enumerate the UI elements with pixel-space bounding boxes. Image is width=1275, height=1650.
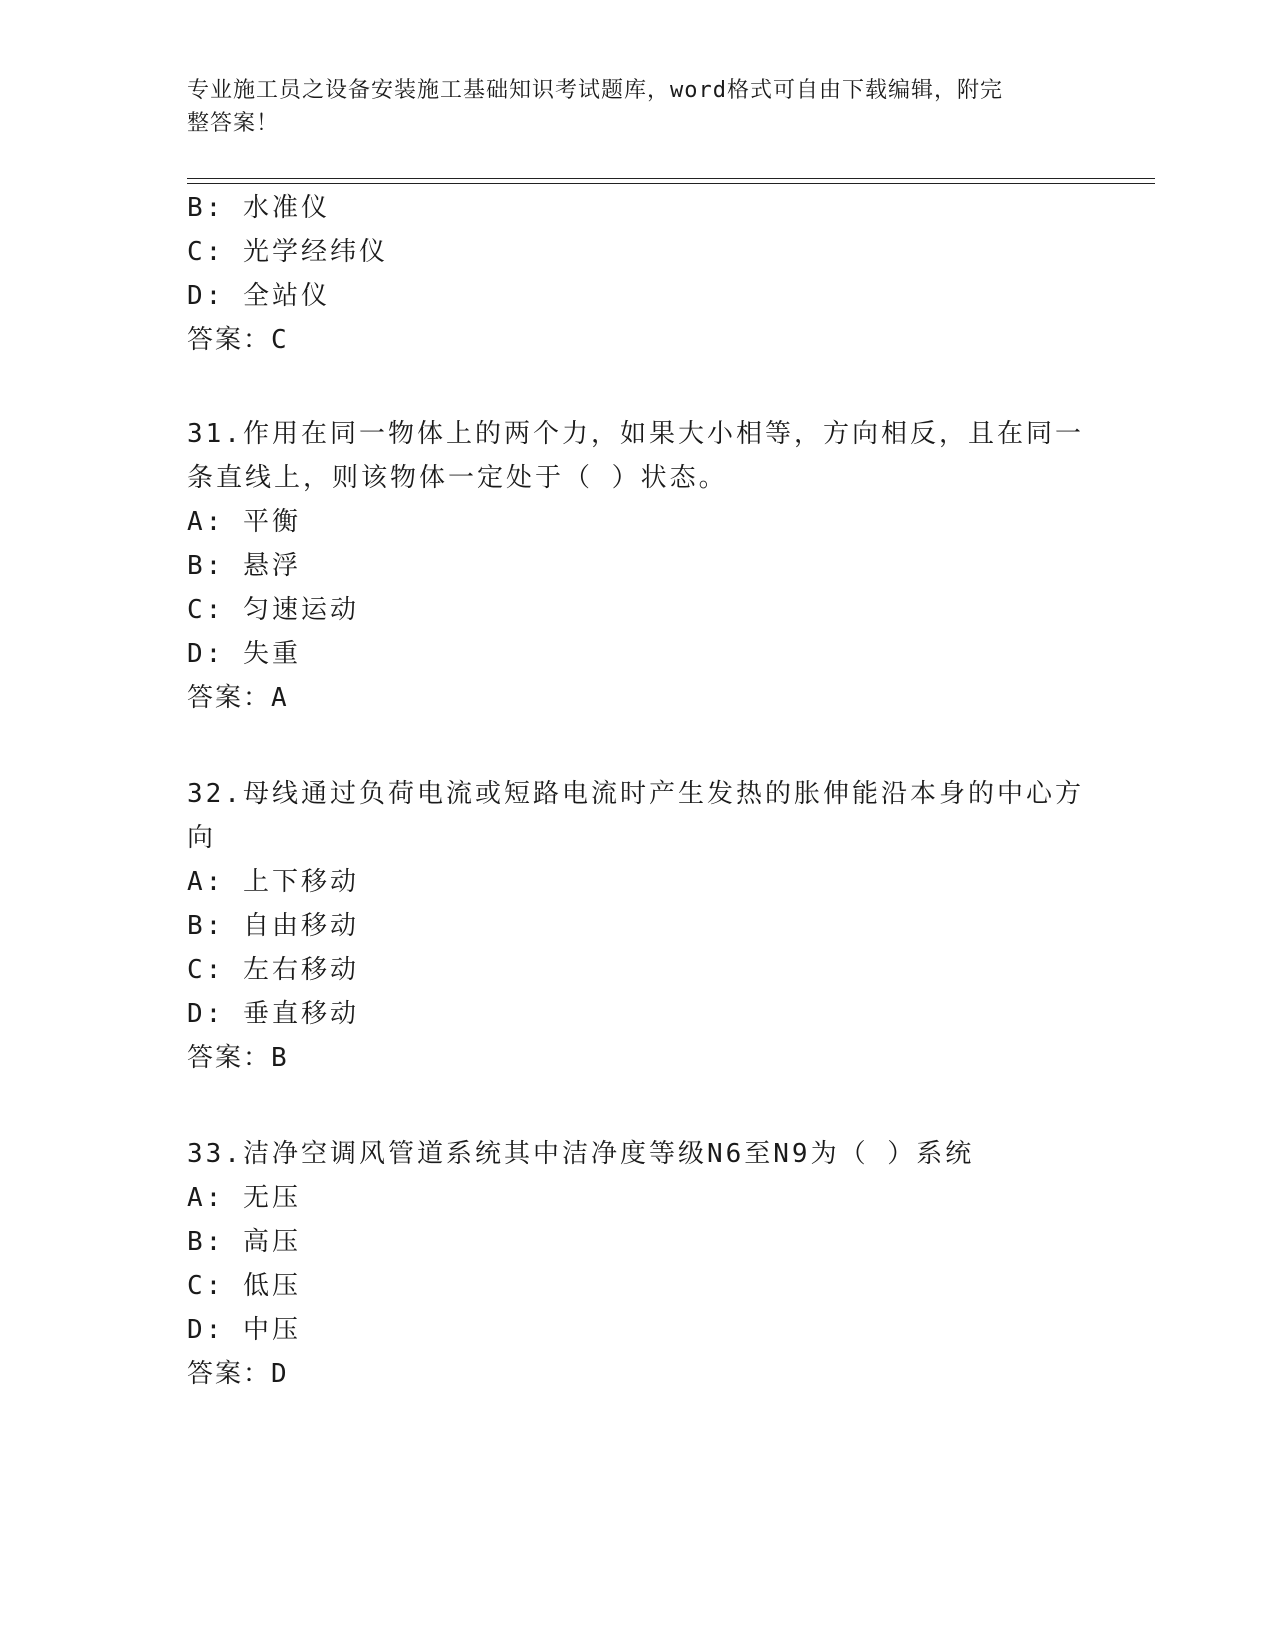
option-text: 中压	[242, 1315, 301, 1345]
option-label: B:	[187, 551, 225, 581]
header-divider-top	[187, 178, 1155, 179]
option-label: A:	[187, 1183, 225, 1213]
option-label: C:	[187, 237, 225, 267]
option-label: D:	[187, 999, 225, 1029]
question-33-answer	[187, 1358, 288, 1390]
document-header	[187, 74, 1067, 140]
question-31-stem-line-2: 条直线上，则该物体一定处于（ ）状态。	[187, 463, 728, 493]
option-text: 匀速运动	[242, 595, 359, 625]
answer-value: B	[271, 1043, 288, 1073]
header-line-2: 整答案！	[187, 111, 280, 136]
answer-label: 答案：	[187, 683, 272, 713]
question-31-option-b	[187, 550, 301, 582]
question-33-stem-line-1: 33.洁净空调风管道系统其中洁净度等级N6至N9为（ ）系统	[187, 1139, 975, 1169]
option-text: 水准仪	[242, 193, 330, 223]
answer-label: 答案：	[187, 1359, 272, 1389]
option-text: 平衡	[242, 507, 301, 537]
option-label: C:	[187, 1271, 225, 1301]
option-label: B:	[187, 1227, 225, 1257]
option-text: 低压	[242, 1271, 301, 1301]
question-32-option-c	[187, 954, 359, 986]
answer-label: 答案：	[187, 325, 272, 355]
prev-option-d	[187, 280, 330, 312]
option-label: A:	[187, 867, 225, 897]
question-32-option-b	[187, 910, 359, 942]
question-31-option-c	[187, 594, 359, 626]
prev-option-c	[187, 236, 388, 268]
header-divider-bottom	[187, 183, 1155, 184]
header-line-1: 专业施工员之设备安装施工基础知识考试题库，word格式可自由下载编辑，附完	[187, 78, 1003, 103]
option-text: 无压	[242, 1183, 301, 1213]
question-33-option-b	[187, 1226, 301, 1258]
question-32-option-a	[187, 866, 359, 898]
question-31-option-d	[187, 638, 301, 670]
option-text: 左右移动	[242, 955, 359, 985]
question-32-stem-line-1: 32.母线通过负荷电流或短路电流时产生发热的胀伸能沿本身的中心方	[187, 779, 1084, 809]
option-text: 上下移动	[242, 867, 359, 897]
option-label: B:	[187, 911, 225, 941]
answer-value: A	[271, 683, 288, 713]
prev-option-b	[187, 192, 330, 224]
answer-value: D	[271, 1359, 288, 1389]
prev-answer	[187, 324, 288, 356]
option-label: D:	[187, 281, 225, 311]
option-text: 垂直移动	[242, 999, 359, 1029]
option-text: 自由移动	[242, 911, 359, 941]
question-31-option-a	[187, 506, 301, 538]
option-text: 高压	[242, 1227, 301, 1257]
question-33-option-c	[187, 1270, 301, 1302]
option-text: 全站仪	[242, 281, 330, 311]
option-text: 失重	[242, 639, 301, 669]
question-32-stem-line-2: 向	[187, 823, 217, 853]
answer-value: C	[271, 325, 288, 355]
option-text: 悬浮	[242, 551, 301, 581]
option-label: D:	[187, 1315, 225, 1345]
option-text: 光学经纬仪	[242, 237, 388, 267]
question-31-stem-line-1: 31.作用在同一物体上的两个力，如果大小相等，方向相反，且在同一	[187, 419, 1084, 449]
option-label: B:	[187, 193, 225, 223]
question-32-answer	[187, 1042, 288, 1074]
answer-label: 答案：	[187, 1043, 272, 1073]
option-label: D:	[187, 639, 225, 669]
option-label: C:	[187, 595, 225, 625]
question-31-answer	[187, 682, 288, 714]
option-label: C:	[187, 955, 225, 985]
question-33-option-a	[187, 1182, 301, 1214]
question-33-option-d	[187, 1314, 301, 1346]
question-32-option-d	[187, 998, 359, 1030]
option-label: A:	[187, 507, 225, 537]
